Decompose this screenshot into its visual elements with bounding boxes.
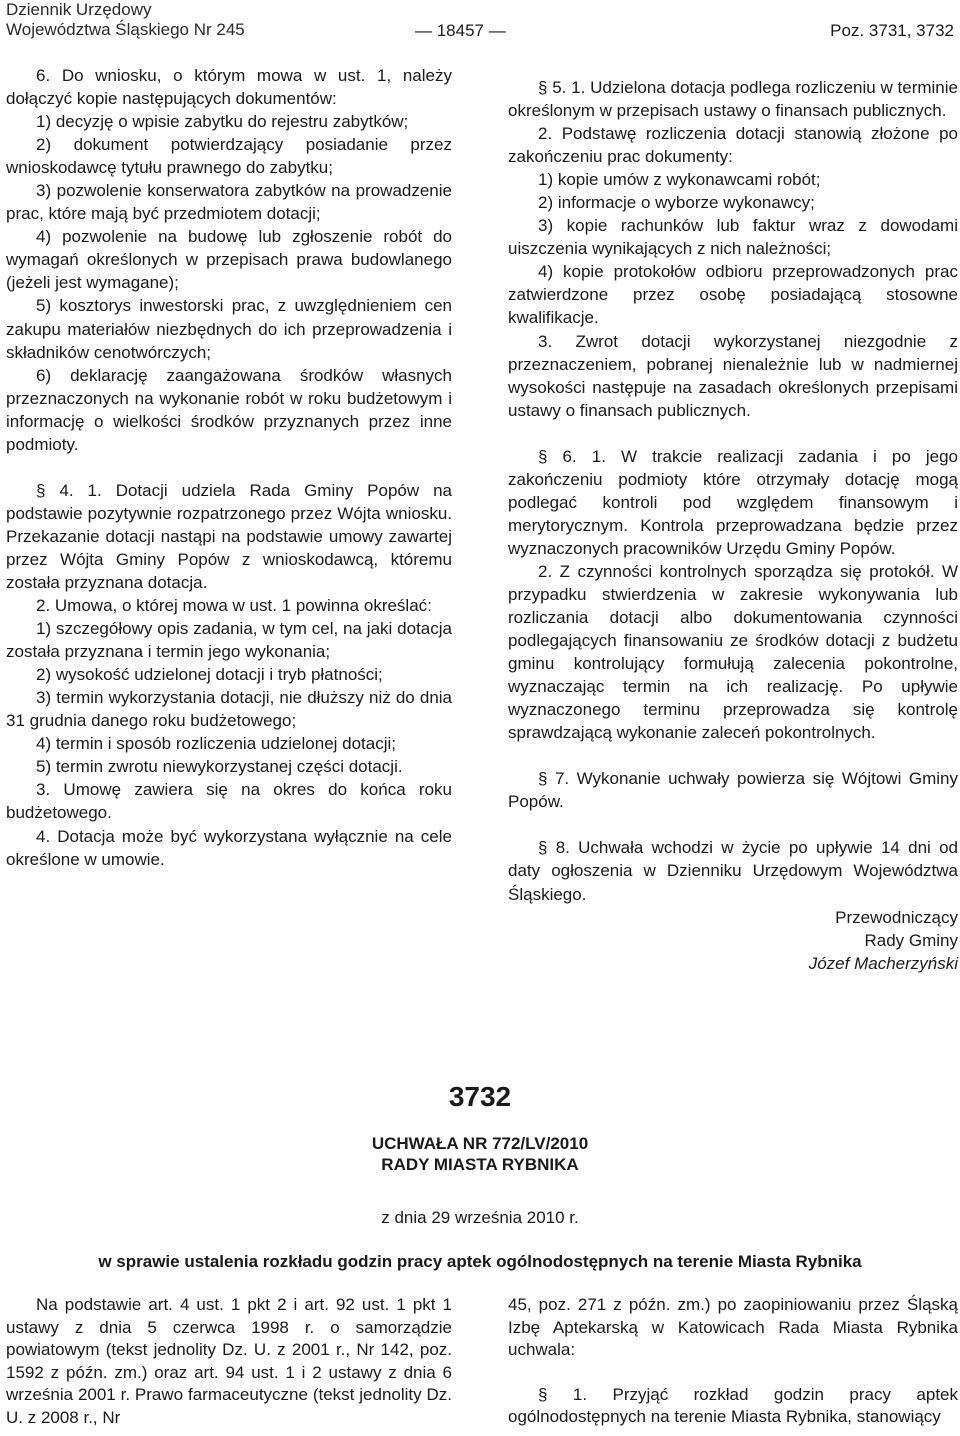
paragraph: 4. Dotacja może być wykorzystana wyłącznie na cele określone w umowie.: [6, 826, 452, 869]
paragraph: 1) decyzję o wpisie zabytku do rejestru zabytków;: [36, 112, 409, 132]
spacer: [508, 1362, 958, 1384]
paragraph: § 8. Uchwała wchodzi w życie po upływie 14 dni od daty ogłoszenia w Dzienniku Urzędowym Województwa Śląskiego.: [508, 838, 958, 904]
paragraph: 45, poz. 271 z późn. zm.) po zaopiniowaniu przez Śląską Izbę Aptekarską w Katowicach Rada Miasta Rybnika uchwala:: [508, 1295, 958, 1360]
paragraph: 2) informacje o wyborze wykonawcy;: [538, 193, 815, 213]
paragraph: 5) termin zwrotu niewykorzystanej części dotacji.: [36, 757, 403, 777]
spacer: [508, 813, 958, 836]
act-date: z dnia 29 września 2010 r.: [381, 1208, 579, 1227]
right-column: [508, 76, 958, 975]
paragraph: 2. Z czynności kontrolnych sporządza się protokół. W przypadku stwierdzenia w zakresie wykonywania lub rozliczania dotacji albo dokumentowania czynności podlegających finansowaniu ze środków dotacji z budżetu gminu kontrolujący formułują zalecenia pokontrolne, wyznaczając termin na ich realizację. Po upływie wyznaczonego terminu przeprowadza się kontrolę sprawdzającą wykonanie zaleceń pokontrolnych.: [508, 561, 958, 743]
paragraph: § 5. 1. Udzielona dotacja podlega rozliczeniu w terminie określonym w przepisach ustawy o finansach publicznych.: [508, 78, 958, 121]
paragraph: 6) deklarację zaangażowana środków własnych przeznaczonych na wykonanie robót w roku budżetowym i informację o wielkości środków przyznanych przez inne podmioty.: [6, 365, 452, 454]
paragraph: 2. Podstawę rozliczenia dotacji stanowią złożone po zakończeniu prac dokumenty:: [508, 124, 958, 167]
act-title-line: UCHWAŁA NR 772/LV/2010: [371, 1134, 589, 1153]
paragraph: 4) termin i sposób rozliczenia udzielonej dotacji;: [36, 734, 397, 754]
paragraph: § 1. Przyjąć rozkład godzin pracy aptek ogólnodostępnych na terenie Miasta Rybnika, stanowiący: [508, 1384, 958, 1427]
paragraph: 1) szczegółowy opis zadania, w tym cel, na jaki dotacja została przyznana i termin jego wykonania;: [6, 619, 452, 662]
paragraph: 5) kosztorys inwestorski prac, z uwzględnieniem cen zakupu materiałów niezbędnych do ich przeprowadzenia i składników cenotwórczych;: [6, 296, 452, 362]
paragraph: Na podstawie art. 4 ust. 1 pkt 2 i art. 92 ust. 1 pkt 1 ustawy z dnia 5 czerwca 1998 r. o samorządzie powiatowym (tekst jednolity Dz. U. z 2001 r., Nr 142, poz. 1592 z późn. zm.) oraz art. 94 ust. 1 i 2 ustawy z dnia 6 września 2001 r. Prawo farmaceutyczne (tekst jednolity Dz. U. z 2008 r., Nr: [6, 1295, 452, 1427]
paragraph: § 6. 1. W trakcie realizacji zadania i po jego zakończeniu podmioty które otrzymały dotację mogą podlegać kontroli pod względem finansowym i merytorycznym. Kontrola przeprowadzana będzie przez wyznaczonych pracowników Urzędu Gminy Popów.: [508, 446, 958, 558]
paragraph: 4) pozwolenie na budowę lub zgłoszenie robót do wymagań określonych w przepisach prawa budowlanego (jeżeli jest wymagane);: [6, 227, 452, 293]
paragraph: 2) wysokość udzielonej dotacji i tryb płatności;: [36, 665, 383, 685]
preamble-left: [6, 1294, 452, 1430]
journal-name: Dziennik Urzędowy: [6, 0, 152, 19]
paragraph: 3. Zwrot dotacji wykorzystanej niezgodnie z przeznaczeniem, pobranej nienależnie lub w nadmiernej wysokości następuje na zasadach określonych przepisami ustawy o finansach publicznych.: [508, 331, 958, 420]
paragraph: 3) pozwolenie konserwatora zabytków na prowadzenie prac, które mają być przedmiotem dotacji;: [6, 181, 452, 224]
journal-header: [6, 0, 245, 40]
signature-name: Józef Macherzyński: [808, 953, 958, 973]
act-title: [0, 1133, 960, 1175]
paragraph: 3) kopie rachunków lub faktur wraz z dowodami uiszczenia wynikających z nich należności;: [508, 216, 958, 259]
paragraph: 2. Umowa, o której mowa w ust. 1 powinna określać:: [36, 596, 432, 616]
paragraph: 2) dokument potwierdzający posiadanie przez wnioskodawcę tytułu prawnego do zabytku;: [6, 135, 452, 178]
paragraph: 4) kopie protokołów odbioru przeprowadzonych prac zatwierdzone przez osobę posiadającą stosowne kwalifikacje.: [508, 262, 958, 328]
page-number: — 18457 —: [415, 21, 506, 40]
preamble-right: [508, 1294, 958, 1429]
paragraph: 3) termin wykorzystania dotacji, nie dłuższy niż do dnia 31 grudnia danego roku budżetowego;: [6, 688, 452, 731]
signature-role: Przewodniczący: [835, 907, 958, 927]
left-column: [6, 64, 452, 871]
paragraph: 1) kopie umów z wykonawcami robót;: [538, 170, 821, 190]
paragraph: 3. Umowę zawiera się na okres do końca roku budżetowego.: [6, 780, 452, 823]
spacer: [6, 456, 452, 479]
act-title-line: RADY MIASTA RYBNIKA: [381, 1155, 579, 1174]
paragraph: 6. Do wniosku, o którym mowa w ust. 1, należy dołączyć kopie następujących dokumentów:: [6, 66, 452, 109]
signature-role: Rady Gminy: [864, 930, 958, 950]
act-subject: w sprawie ustalenia rozkładu godzin pracy aptek ogólnodostępnych na terenie Miasta Rybnika: [98, 1252, 862, 1271]
journal-issue: Województwa Śląskiego Nr 245: [6, 20, 245, 39]
spacer: [508, 422, 958, 445]
paragraph: § 4. 1. Dotacji udziela Rada Gminy Popów na podstawie pozytywnie rozpatrzonego przez Wójta wniosku. Przekazanie dotacji nastąpi na podstawie umowy zawartej przez Wójta Gminy Popów z wnioskodawcą, któremu została przyznana dotacja.: [6, 480, 452, 592]
position-number: Poz. 3731, 3732: [830, 21, 954, 40]
paragraph: § 7. Wykonanie uchwały powierza się Wójtowi Gminy Popów.: [508, 769, 958, 812]
act-number: 3732: [448, 1081, 512, 1112]
spacer: [508, 744, 958, 767]
